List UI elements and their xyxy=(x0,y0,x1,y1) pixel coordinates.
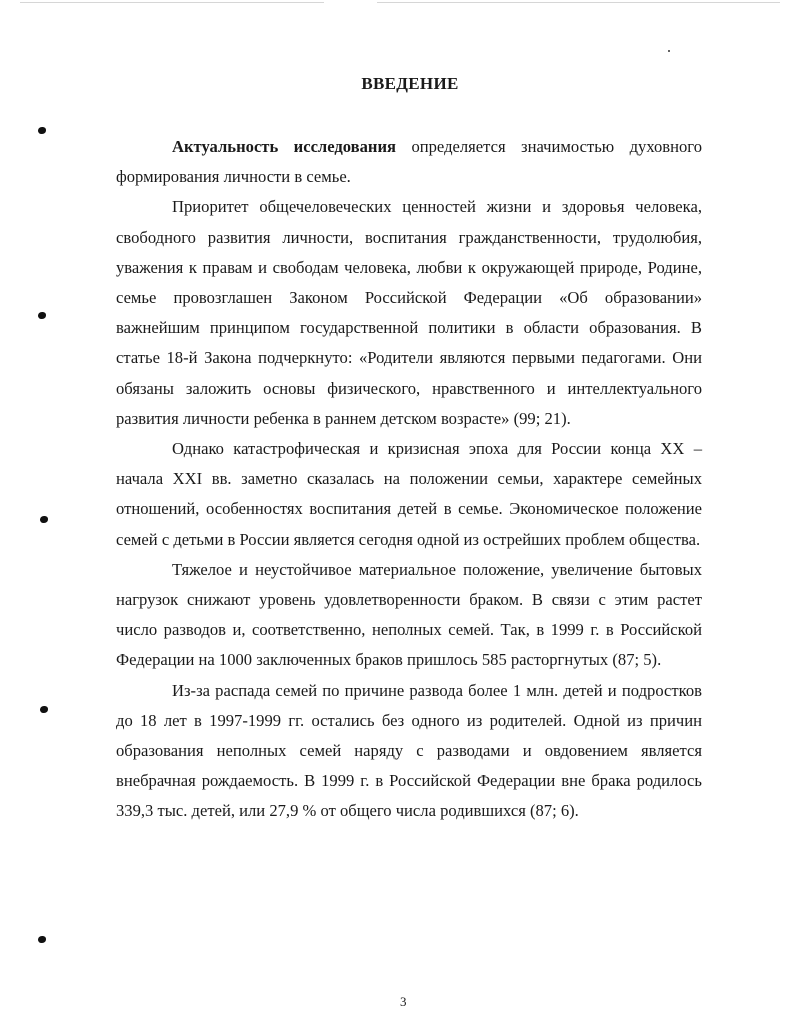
scan-speck xyxy=(668,50,670,52)
paragraph-relevance xyxy=(116,132,702,192)
paragraph-priorities: Приоритет общечеловеческих ценностей жизни и здоровья человека, свободного развития личности, воспитания гражданственности, трудолюбия, уважения к правам и свободам человека, любви к окружающей природе, Родине, семье провозглашен Законом Российской Федерации «Об образовании» важнейшим принципом государственной политики в области образования. В статье 18-й Закона подчеркнуто: «Родители являются первыми педагогами. Они обязаны заложить основы физического, нравственного и интеллектуального развития личности ребенка в раннем детском возрасте» (99; 21). xyxy=(116,197,702,428)
paragraph-crisis: Однако катастрофическая и кризисная эпоха для России конца XX – начала XXI вв. заметно сказалась на положении семьи, характере семейных отношений, особенностях воспитания детей в семье. Экономическое положение семей с детьми в России является сегодня одной из острейших проблем общества. xyxy=(116,439,702,549)
page-number: 3 xyxy=(400,994,407,1009)
binder-hole-mark xyxy=(38,127,46,134)
paragraph-single-parent: Из-за распада семей по причине развода более 1 млн. детей и подростков до 18 лет в 1997-1999 гг. остались без одного из родителей. Одной из причин образования неполных семей наряду с разводами и овдовением является внебрачная рождаемость. В 1999 г. в Российской Федерации вне брака родилось 339,3 тыс. детей, или 27,9 % от общего числа родившихся (87; 6). xyxy=(116,680,702,821)
paragraph-text: определяется значимостью духовного формирования личности в семье. xyxy=(116,137,702,187)
paragraph-divorces: Тяжелое и неустойчивое материальное положение, увеличение бытовых нагрузок снижают уровень удовлетворенности браком. В связи с этим растет число разводов и, соответственно, неполных семей. Так, в 1999 г. в Российской Федерации на 1000 заключенных браков пришлось 585 расторгнутых (87; 5). xyxy=(116,559,702,670)
binder-hole-mark xyxy=(40,706,48,713)
binder-hole-mark xyxy=(40,516,48,523)
binder-hole-mark xyxy=(38,936,46,943)
paragraph-lead: Актуальность исследования xyxy=(172,137,397,156)
scan-artifact-line xyxy=(20,2,780,3)
body-text xyxy=(116,132,702,827)
page-title: ВВЕДЕНИЕ xyxy=(361,74,459,93)
binder-hole-mark xyxy=(38,312,46,319)
